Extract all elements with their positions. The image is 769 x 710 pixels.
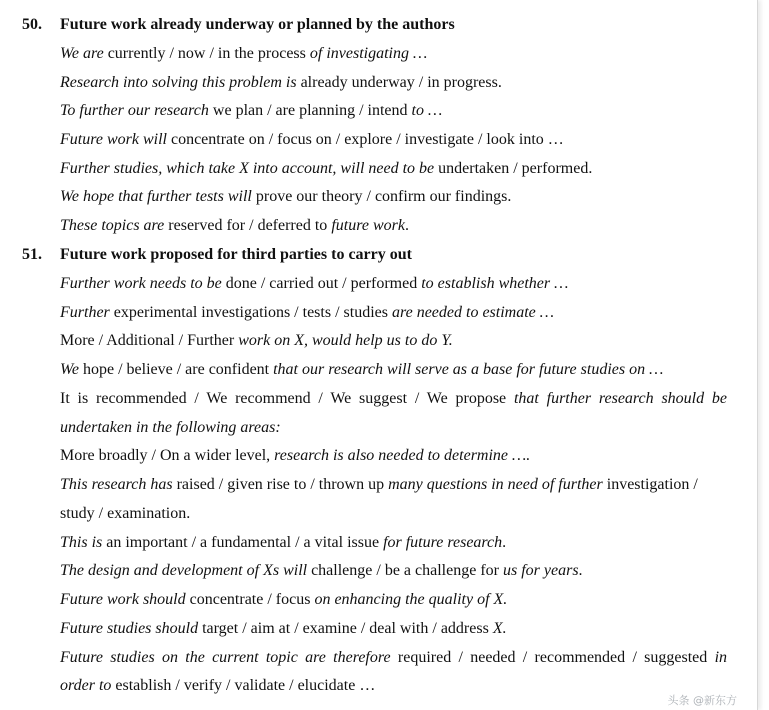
phrase-line: [60, 534, 727, 552]
italic-segment: Future work will: [60, 131, 167, 148]
text-segment: undertaken / performed.: [434, 160, 593, 177]
text-segment: .: [578, 562, 583, 579]
italic-segment: This research has: [60, 476, 173, 493]
phrase-line: [60, 620, 727, 638]
text-segment: concentrate / focus: [185, 591, 315, 608]
italic-segment: We are: [60, 45, 104, 62]
phrase-line: [60, 188, 727, 206]
italic-segment: on enhancing the quality of X.: [314, 591, 508, 608]
text-segment: currently / now / in the process: [103, 45, 310, 62]
text-segment: It is recommended / We recommend / We suggest / We propose: [60, 390, 514, 407]
text-segment: study / examination.: [60, 505, 191, 522]
italic-segment: that further research should be: [513, 390, 728, 407]
text-segment: More broadly / On a wider level,: [60, 447, 275, 464]
italic-segment: of investigating …: [309, 45, 428, 62]
text-segment: already underway / in progress.: [296, 74, 502, 91]
italic-segment: in: [714, 649, 728, 666]
phrase-line: [60, 102, 727, 120]
text-segment: raised / given rise to / thrown up: [172, 476, 389, 493]
italic-segment: us for years: [502, 562, 579, 579]
text-segment: establish / verify / validate / elucidate …: [111, 677, 376, 694]
italic-segment: many questions in need of further: [388, 476, 603, 493]
phrase-line: [60, 45, 727, 63]
text-segment: investigation /: [602, 476, 698, 493]
italic-segment: to …: [411, 102, 443, 119]
phrase-line: [60, 562, 727, 580]
italic-segment: undertaken in the following areas:: [60, 419, 281, 436]
phrase-line: [60, 361, 727, 379]
italic-segment: Future studies should: [60, 620, 199, 637]
text-segment: .: [502, 534, 507, 551]
phrase-line: [60, 591, 727, 609]
section-51-heading: Future work proposed for third parties to carry out: [60, 246, 412, 263]
section-50-number: 50.: [22, 16, 42, 33]
text-segment: More / Additional / Further: [60, 332, 239, 349]
italic-segment: We hope that further tests will: [60, 188, 252, 205]
italic-segment: These topics are: [60, 217, 165, 234]
text-segment: .: [404, 217, 409, 234]
text-segment: challenge / be a challenge for: [307, 562, 503, 579]
italic-segment: Further: [60, 304, 110, 321]
italic-segment: to establish whether …: [421, 275, 569, 292]
phrase-line: [60, 131, 727, 149]
italic-segment: work on X, would help us to do Y.: [238, 332, 453, 349]
phrase-line: [60, 390, 727, 408]
phrase-line: [60, 275, 727, 293]
italic-segment: The design and development of Xs will: [60, 562, 308, 579]
phrase-line: [60, 304, 727, 322]
text-segment: concentrate on / focus on / explore / investigate / look into …: [166, 131, 564, 148]
phrase-line: [60, 505, 727, 523]
phrase-line: [60, 677, 727, 695]
phrase-line: [60, 74, 727, 92]
text-segment: reserved for / deferred to: [164, 217, 332, 234]
phrase-line: [60, 160, 727, 178]
phrase-line: [60, 217, 727, 235]
watermark: 头条 @新东方: [667, 694, 737, 707]
text-segment: prove our theory / confirm our findings.: [251, 188, 512, 205]
phrase-line: [60, 419, 727, 437]
italic-segment: We: [60, 361, 79, 378]
phrase-line: [60, 447, 727, 465]
italic-segment: To further our research: [60, 102, 209, 119]
phrase-line: [60, 649, 727, 667]
italic-segment: Future studies on the current topic are therefore: [60, 649, 391, 666]
text-segment: hope / believe / are confident: [78, 361, 274, 378]
text-segment: an important / a fundamental / a vital issue: [102, 534, 384, 551]
italic-segment: order to: [60, 677, 112, 694]
italic-segment: future work: [331, 217, 405, 234]
text-segment: we plan / are planning / intend: [208, 102, 412, 119]
italic-segment: Research into solving this problem is: [60, 74, 297, 91]
italic-segment: This is: [60, 534, 103, 551]
text-segment: done / carried out / performed: [221, 275, 422, 292]
text-segment: target / aim at / examine / deal with / address: [198, 620, 493, 637]
italic-segment: X.: [492, 620, 507, 637]
italic-segment: are needed to estimate …: [391, 304, 554, 321]
phrase-line: [60, 332, 727, 350]
text-segment: experimental investigations / tests / studies: [109, 304, 392, 321]
italic-segment: for future research: [383, 534, 503, 551]
italic-segment: Future work should: [60, 591, 186, 608]
italic-segment: research is also needed to determine ….: [274, 447, 531, 464]
phrase-line: [60, 476, 727, 494]
italic-segment: that our research will serve as a base for future studies on …: [273, 361, 664, 378]
section-50-heading: Future work already underway or planned by the authors: [60, 16, 455, 33]
italic-segment: Further work needs to be: [60, 275, 222, 292]
italic-segment: Further studies, which take X into account, will need to be: [60, 160, 435, 177]
text-segment: required / needed / recommended / suggested: [390, 649, 715, 666]
section-51-number: 51.: [22, 246, 42, 263]
